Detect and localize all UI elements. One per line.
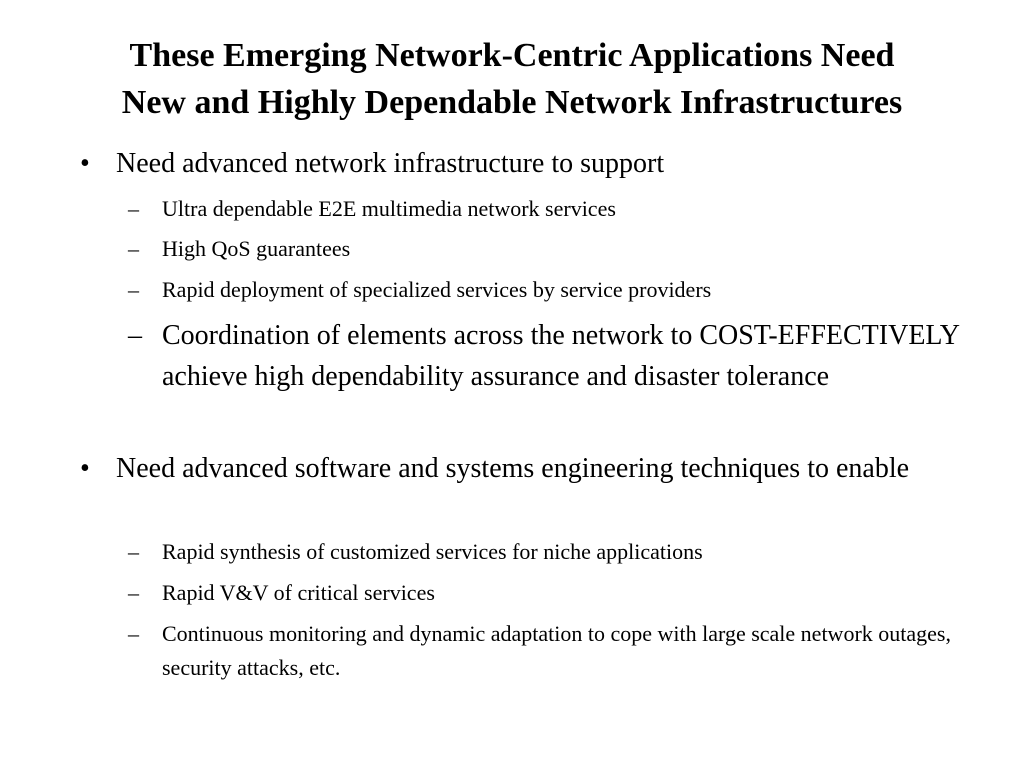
bullet-text: Need advanced network infrastructure to support — [116, 148, 665, 179]
dash-marker: – — [128, 539, 139, 564]
sub-item-text: Coordination of elements across the network to COST-EFFECTIVELY achieve high dependability assurance and disaster tolerance — [162, 320, 959, 392]
sub-item-1-4 — [128, 315, 972, 397]
sub-item-1-1 — [128, 192, 972, 226]
bullet-text: Need advanced software and systems engineering techniques to enable — [116, 453, 910, 484]
sub-item-2-3 — [128, 617, 972, 685]
bullet-marker: • — [80, 148, 90, 179]
bullet-item-2 — [80, 448, 976, 489]
bullet-item-1 — [80, 143, 976, 184]
dash-marker: – — [128, 277, 139, 302]
dash-marker: – — [128, 621, 139, 646]
dash-marker: – — [128, 236, 139, 261]
sub-item-text: Rapid V&V of critical services — [162, 580, 435, 605]
sub-item-text: Continuous monitoring and dynamic adaptation to cope with large scale network outages, security attacks, etc. — [162, 621, 951, 680]
sub-item-2-2 — [128, 576, 972, 610]
dash-marker: – — [128, 320, 142, 351]
sub-item-text: Rapid synthesis of customized services for niche applications — [162, 539, 703, 564]
sub-item-text: Rapid deployment of specialized services by service providers — [162, 277, 712, 302]
dash-marker: – — [128, 580, 139, 605]
sub-item-text: Ultra dependable E2E multimedia network services — [162, 196, 616, 221]
slide-title — [0, 32, 1024, 126]
bullet-marker: • — [80, 453, 90, 484]
sub-item-1-2 — [128, 232, 972, 266]
sub-item-2-1 — [128, 535, 972, 569]
dash-marker: – — [128, 196, 139, 221]
slide-title-line-1: These Emerging Network-Centric Applications Need — [129, 37, 895, 74]
slide-title-line-2: New and Highly Dependable Network Infrastructures — [121, 84, 903, 121]
sub-item-1-3 — [128, 273, 972, 307]
sub-item-text: High QoS guarantees — [162, 236, 351, 261]
